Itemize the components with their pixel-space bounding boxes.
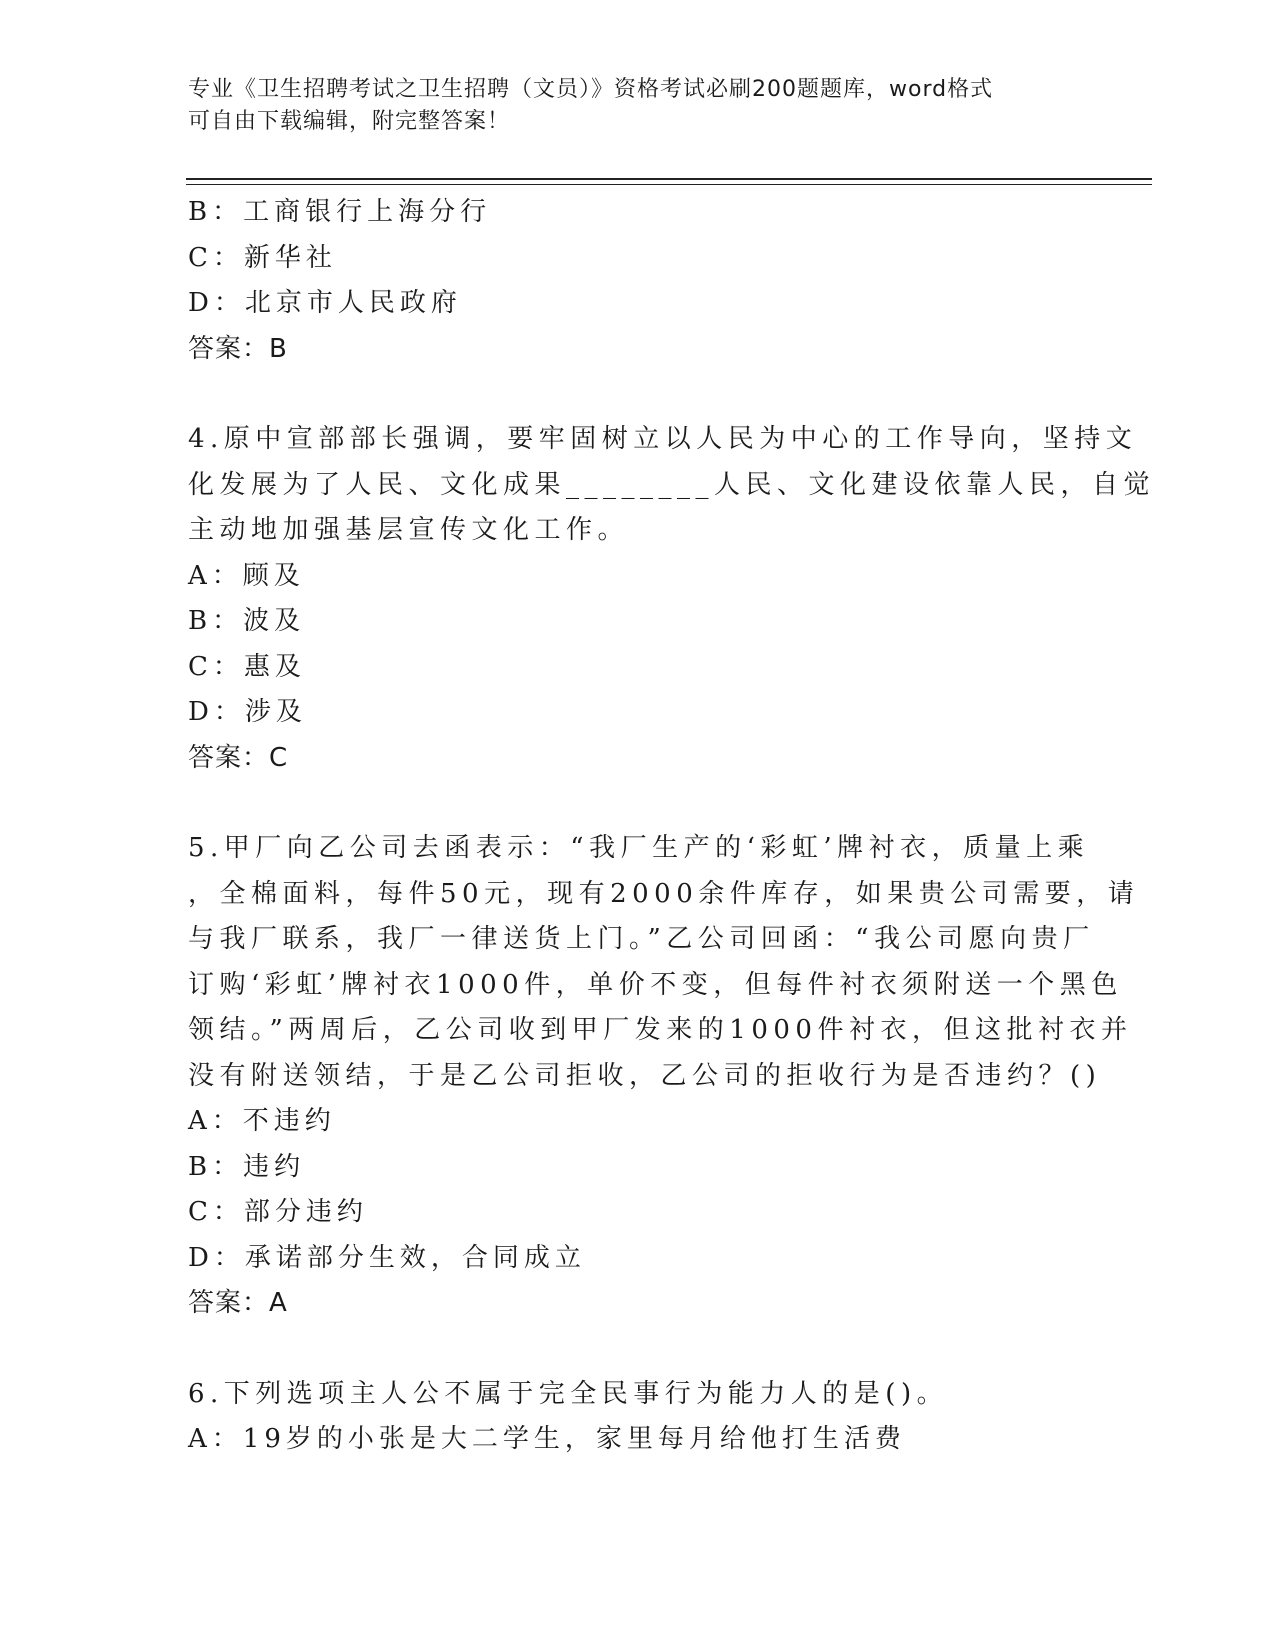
option-b: B：违约 [188, 1151, 306, 1182]
stem-line: 化发展为了人民、文化成果________人民、文化建设依靠人民，自觉 [188, 469, 1156, 500]
question-block [188, 417, 1156, 781]
header-divider-thick [186, 178, 1152, 180]
header-title-line-1: 专业《卫生招聘考试之卫生招聘（文员）》资格考试必刷200题题库，word格式 [188, 77, 994, 102]
option-b: B：工商银行上海分行 [188, 197, 492, 227]
question-list [188, 190, 1156, 1463]
block-spacer [188, 1327, 1088, 1372]
stem-line: 与我厂联系，我厂一律送货上门。”乙公司回函：“我公司愿向贵厂 [188, 924, 1095, 954]
question-stem [188, 417, 1156, 554]
option-a: A：19岁的小张是大二学生，家里每月给他打生活费 [188, 1424, 906, 1454]
stem-line: 没有附送领结，于是乙公司拒收，乙公司的拒收行为是否违约？() [188, 1060, 1102, 1091]
question-stem [188, 826, 1140, 1099]
option-a: A：顾及 [188, 560, 305, 591]
option-b: B：波及 [188, 606, 306, 636]
stem-line: 主动地加强基层宣传文化工作。 [188, 515, 630, 545]
option-d: D：承诺部分生效，合同成立 [188, 1242, 586, 1273]
block-spacer [188, 372, 1088, 417]
stem-line: 6.下列选项主人公不属于完全民事行为能力人的是()。 [188, 1378, 949, 1409]
option-a: A：不违约 [188, 1106, 336, 1136]
question-block [188, 1372, 1088, 1463]
answer-line: 答案：C [188, 742, 289, 773]
block-spacer [188, 781, 1088, 826]
answer-line: 答案：B [188, 333, 288, 364]
option-c: C：部分违约 [188, 1197, 368, 1227]
stem-line: 4.原中宣部部长强调，要牢固树立以人民为中心的工作导向，坚持文 [188, 424, 1138, 454]
document-header [188, 74, 1068, 138]
option-c: C：惠及 [188, 651, 306, 682]
stem-line: 5.甲厂向乙公司去函表示：“我厂生产的‘彩虹’牌衬衣，质量上乘 [188, 833, 1090, 863]
answer-line: 答案：A [188, 1288, 288, 1318]
question-stem [188, 1372, 1088, 1418]
stem-line: 领结。”两周后，乙公司收到甲厂发来的1000件衬衣，但这批衬衣并 [188, 1015, 1133, 1045]
option-d: D：涉及 [188, 697, 307, 727]
stem-line: ，全棉面料，每件50元，现有2000余件库存，如果贵公司需要，请 [188, 878, 1140, 909]
question-block [188, 826, 1140, 1327]
question-block [188, 190, 1088, 372]
stem-line: 订购‘彩虹’牌衬衣1000件，单价不变，但每件衬衣须附送一个黑色 [188, 969, 1123, 1000]
option-c: C：新华社 [188, 242, 337, 273]
header-title-line-2: 可自由下载编辑，附完整答案！ [188, 109, 511, 134]
option-d: D：北京市人民政府 [188, 288, 462, 318]
header-divider-thin [186, 184, 1152, 185]
